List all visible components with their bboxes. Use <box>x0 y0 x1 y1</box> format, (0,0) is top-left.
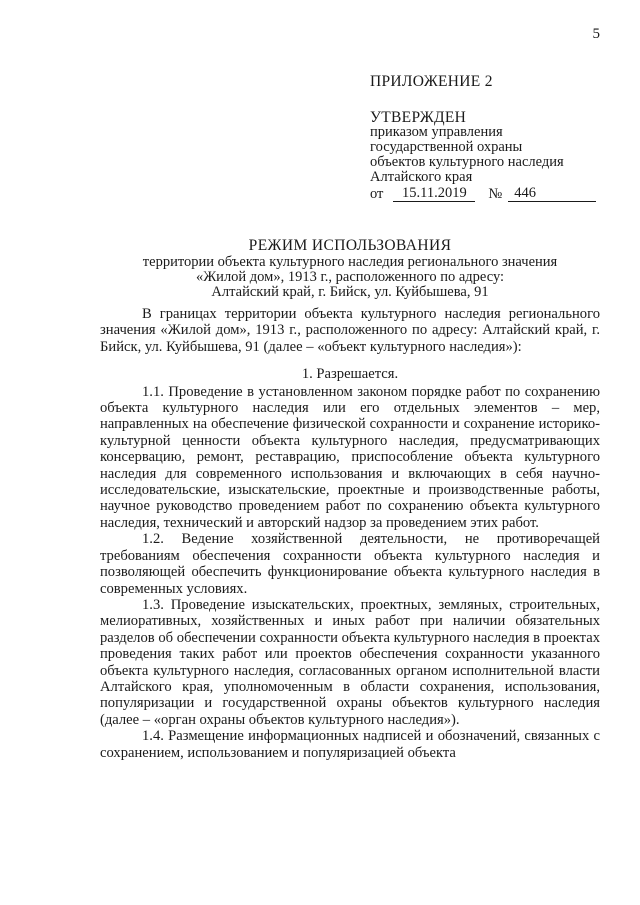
list-item: 1.4. Размещение информационных надписей и обозначений, связанных с сохранением, использованием и популяризацией объекта <box>100 728 600 761</box>
order-line <box>370 186 620 202</box>
order-date: 15.11.2019 <box>393 186 475 202</box>
order-from-label: от <box>370 186 384 202</box>
document-heading <box>90 238 610 300</box>
list-item: 1.1. Проведение в установленном законом порядке работ по сохранению объекта культурного наследия или его отдельных элементов – мер, направленных на обеспечение физической сохранности и сохранение историко-культурной ценности объекта культурного наследия, предусматривающих консервацию, ремонт, реставрацию, приспособление объекта культурного наследия для современного использования и включающих в себя научно-исследовательские, изыскательские, проектные и производственные работы, научное руководство проведением работ по сохранению объекта культурного наследия, технический и авторский надзор за проведением этих работ. <box>100 383 600 531</box>
approval-line: государственной охраны <box>370 139 523 155</box>
document-subtitle-line: территории объекта культурного наследия регионального значения <box>142 254 558 270</box>
approval-line: объектов культурного наследия <box>370 154 564 170</box>
approved-label: УТВЕРЖДЕН <box>370 109 467 126</box>
document-title: РЕЖИМ ИСПОЛЬЗОВАНИЯ <box>248 237 452 254</box>
approval-line: приказом управления <box>370 124 503 140</box>
approval-block <box>370 74 620 202</box>
page-number: 5 <box>592 26 600 42</box>
section-heading: 1. Разрешается. <box>301 366 399 383</box>
list-item: 1.3. Проведение изыскательских, проектных, земляных, строительных, мелиоративных, хозяйственных и иных работ при наличии обязательных разделов об обеспечении сохранности объекта культурного наследия в проектах проведения таких работ или проектов обеспечения сохранности указанного объекта культурного наследия, согласованных органом исполнительной власти Алтайского края, уполномоченным в области сохранения, использования, популяризации и государственной охраны объектов культурного наследия (далее – «орган охраны объектов культурного наследия»). <box>100 596 600 728</box>
order-number-label: № <box>488 186 503 202</box>
document-subtitle-line: Алтайский край, г. Бийск, ул. Куйбышева, 91 <box>211 284 489 300</box>
document-body <box>100 306 600 761</box>
approval-line: Алтайского края <box>370 169 473 185</box>
list-item: 1.2. Ведение хозяйственной деятельности, не противоречащей требованиям обеспечения сохранности объекта культурного наследия и позволяющей обеспечить функционирование объекта культурного наследия в современных условиях. <box>100 531 600 597</box>
appendix-title: ПРИЛОЖЕНИЕ 2 <box>370 73 493 90</box>
order-number: 446 <box>508 186 596 202</box>
document-subtitle-line: «Жилой дом», 1913 г., расположенного по адресу: <box>195 269 505 285</box>
intro-paragraph: В границах территории объекта культурного наследия регионального значения «Жилой дом», 1913 г., расположенного по адресу: Алтайский край, г. Бийск, ул. Куйбышева, 91 (далее – «объект культурного наследия»): <box>100 306 600 355</box>
